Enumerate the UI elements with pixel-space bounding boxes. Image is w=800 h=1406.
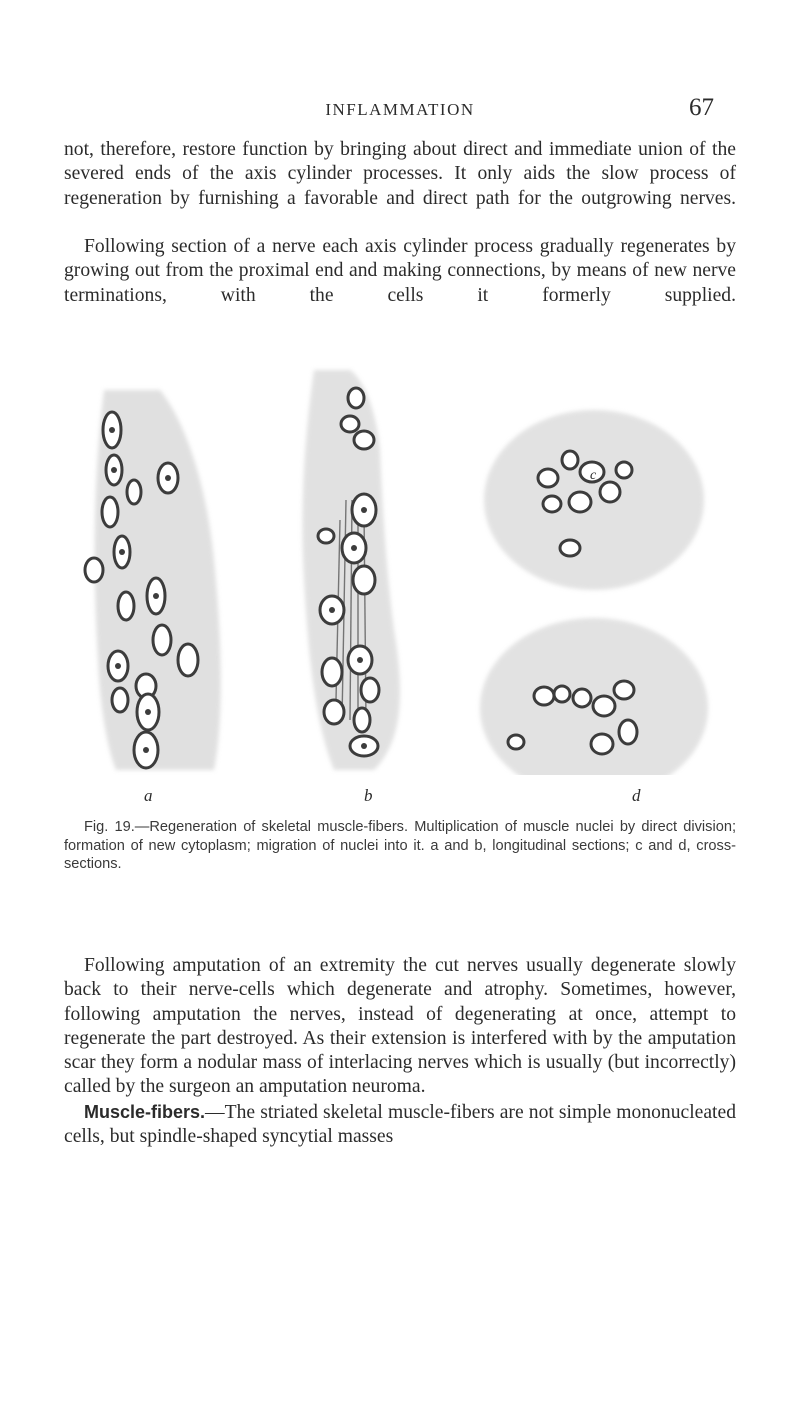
panel-c-cross-section [484, 410, 704, 590]
paragraph-2: Following section of a nerve each axis cylinder process gradually regenerates by growing out from the proximal end and making connections, by means of new nerve terminations, with the cells it formerly supplied. [64, 236, 736, 306]
section-heading-muscle-fibers: Muscle-fibers. [84, 1101, 206, 1122]
paragraph-1: not, therefore, restore function by bringing about direct and immediate union of the severed ends of the axis cylinder processes. It only aids the slow process of regeneration by furnishing a favorable and direct path for the outgrowing nerves. [64, 139, 736, 209]
figure-label-c: c [590, 468, 597, 483]
bottom-text-block [64, 954, 736, 1149]
panel-d-cross-section [480, 618, 708, 775]
figure-label-d: d [632, 786, 641, 805]
figure-19-illustration [64, 360, 736, 775]
panel-b-fiber [302, 370, 400, 770]
running-head [0, 96, 800, 126]
page-number: 67 [689, 94, 714, 121]
figure-caption: Fig. 19.—Regeneration of skeletal muscle-fibers. Multiplication of muscle nuclei by direct division; formation of new cytoplasm; migration of nuclei into it. a and b, longitudinal sections; c and d, cross-sections. [64, 819, 736, 872]
paragraph-3: Following amputation of an extremity the cut nerves usually degenerate slowly back to their nerve-cells which degenerate and atrophy. Sometimes, however, following amputation the nerves, instead of degenerating at once, attempt to regenerate the part destroyed. As their extension is interfered with by the amputation scar they form a nodular mass of interlacing nerves which is usually (but incorrectly) called by the surgeon an amputation neuroma. [64, 955, 736, 1098]
paragraph-4 [64, 1100, 736, 1150]
panel-a-fiber [85, 390, 221, 770]
top-text-block [64, 138, 736, 332]
figure-label-b: b [364, 786, 373, 805]
figure-label-a: a [144, 786, 153, 805]
paragraph-4-text: —The striated skeletal muscle-fibers are not simple mononucleated cells, but spindle-shaped syncytial masses [64, 1101, 736, 1148]
chapter-title: INFLAMMATION [325, 100, 475, 119]
